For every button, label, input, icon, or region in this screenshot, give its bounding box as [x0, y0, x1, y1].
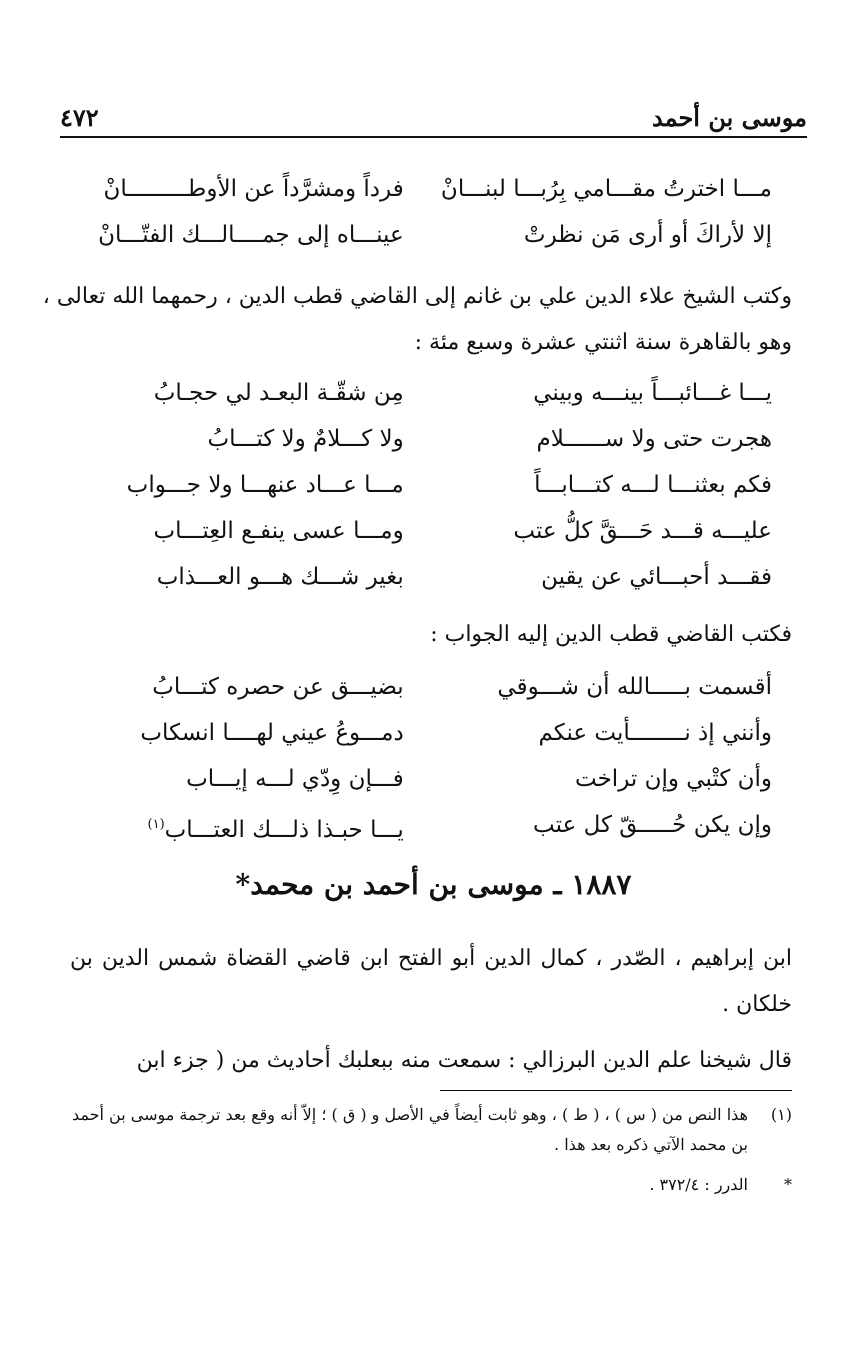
footnote-mark: * — [784, 1175, 792, 1194]
verse-first-hemistich: وأنني إذ نــــــــأيت عنكم — [538, 720, 772, 746]
header-rule — [60, 136, 807, 138]
verse-first-hemistich: فقـــد أحبـــائي عن يقين — [541, 564, 772, 590]
verse — [90, 756, 772, 802]
entry-paragraph: ابن إبراهيم ، الصّدر ، كمال الدين أبو الفتح ابن قاضي القضاة شمس الدين بن خلكان . — [70, 946, 792, 1017]
verse — [90, 664, 772, 710]
footnote — [70, 1100, 792, 1160]
running-head — [60, 92, 807, 132]
footnotes — [70, 1100, 792, 1200]
verse-first-hemistich: يـــا غـــائبـــاً بينـــه وبيني — [533, 380, 772, 406]
entry-body — [70, 936, 792, 1084]
intro-line: وهو بالقاهرة سنة اثنتي عشرة وسبع مئة : — [414, 330, 792, 355]
verse-first-hemistich: عليـــه قـــد حَـــقَّ كلُّ عتب — [513, 518, 772, 544]
footnote-mark: (١) — [770, 1105, 792, 1124]
verse-first-hemistich: وأن كتْبي وإن تراخت — [575, 766, 772, 792]
footnote-ref: (١) — [147, 817, 165, 832]
verse — [90, 508, 772, 554]
verse-first-hemistich: فكم بعثنـــا لـــه كتـــابـــاً — [534, 472, 772, 498]
hemistich-text: يـــا حبـذا ذلـــك العتـــاب — [164, 816, 404, 843]
verse — [90, 710, 772, 756]
verse-second-hemistich: بضيـــق عن حصره كتـــابُ — [152, 674, 404, 700]
running-title: موسى بن أحمد — [651, 103, 807, 132]
verse-second-hemistich: فـــإن وِدّي لـــه إيـــاب — [186, 766, 404, 792]
footnote — [70, 1170, 792, 1200]
verse — [90, 554, 772, 600]
verse — [90, 370, 772, 416]
verse-first-hemistich: إلا لأراكَ أو أرى مَن نظرتْ — [523, 222, 772, 248]
verse-first-hemistich: أقسمت بـــــالله أن شـــوقي — [497, 674, 772, 700]
entry-title: ١٨٨٧ ـ موسى بن أحمد بن محمد* — [235, 868, 632, 901]
poem-letter — [90, 370, 772, 600]
intro-letter — [42, 274, 792, 366]
verse — [90, 212, 772, 258]
verse — [90, 166, 772, 212]
verse-first-hemistich: هجرت حتى ولا ســــــلام — [536, 426, 772, 452]
footnote-text: هذا النص من ( س ) ، ( ط ) ، وهو ثابت أيضاً في الأصل و ( ق ) ؛ إلاّ أنه وقع بعد ترجمة موسى بن أحمد بن محمد الآتي ذكره بعد هذا . — [71, 1105, 748, 1154]
poem-opening — [90, 166, 772, 258]
page-number: ٤٧٢ — [60, 103, 99, 132]
intro-line: فكتب القاضي قطب الدين إليه الجواب : — [430, 622, 792, 647]
intro-line: وكتب الشيخ علاء الدين علي بن غانم إلى القاضي قطب الدين ، رحمهما الله تعالى ، — [42, 284, 792, 309]
verse-second-hemistich: بغير شـــك هـــو العـــذاب — [156, 564, 404, 590]
verse-second-hemistich: مِن شقّـة البعـد لي حجـابُ — [153, 380, 404, 406]
verse-second-hemistich: دمـــوعُ عيني لهــــا انسكاب — [140, 720, 404, 746]
footnote-rule — [440, 1090, 792, 1091]
verse — [90, 462, 772, 508]
entry-paragraph: قال شيخنا علم الدين البرزالي : سمعت منه ببعلبك أحاديث من ( جزء ابن — [136, 1048, 792, 1073]
verse-first-hemistich: مـــا اخترتُ مقـــامي بِرُبـــا لبنـــانْ — [440, 176, 772, 202]
footnote-text: الدرر : ٣٧٢/٤ . — [649, 1175, 748, 1194]
verse-second-hemistich: عينـــاه إلى جمــــالـــك الفتّـــانْ — [98, 222, 404, 248]
verse-first-hemistich: وإن يكن حُـــــقّ كل عتب — [533, 812, 772, 838]
verse — [90, 802, 772, 853]
verse-second-hemistich: ولا كـــلامٌ ولا كتـــابُ — [207, 426, 404, 452]
poem-reply — [90, 664, 772, 853]
verse-second-hemistich: فرداً ومشرَّداً عن الأوطـــــــــانْ — [103, 176, 404, 202]
intro-reply — [70, 612, 792, 658]
verse-second-hemistich: ومـــا عسى ينفـع العِتـــاب — [153, 518, 404, 544]
verse-second-hemistich: مـــا عـــاد عنهـــا ولا جـــواب — [126, 472, 404, 498]
verse — [90, 416, 772, 462]
verse-second-hemistich — [90, 802, 404, 853]
